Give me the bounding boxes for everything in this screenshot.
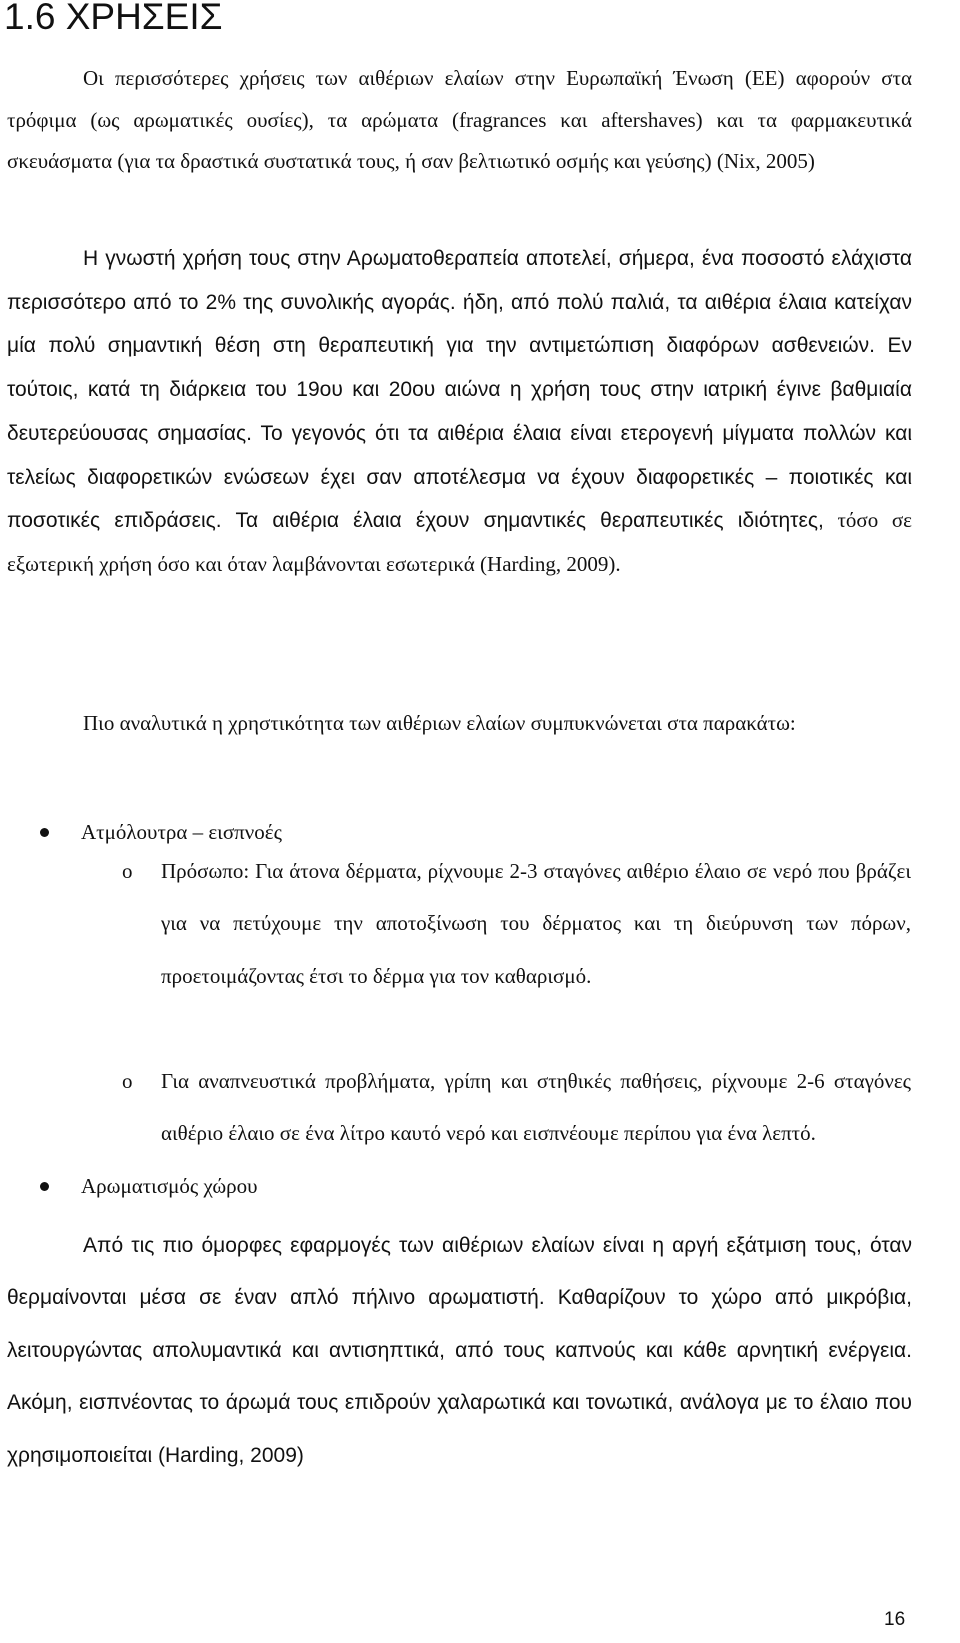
summary-intro-paragraph: Πιο αναλυτικά η χρηστικότητα των αιθέριων ελαίων συμπυκνώνεται στα παρακάτω:	[83, 711, 796, 735]
subitem-marker: o	[122, 1069, 133, 1093]
subitem-text: Πρόσωπο: Για άτονα δέρματα, ρίχνουμε 2-3 σταγόνες αιθέριο έλαιο σε νερό που βράζει για να πετύχουμε την αποτοξίνωση του δέρματος και τη διεύρυνση των πόρων, προετοιμάζοντας έτσι το δέρμα για τον καθαρισμό.	[161, 859, 911, 988]
bullet-dot-icon	[40, 828, 49, 837]
subitem-marker: o	[122, 859, 133, 883]
aromatherapy-text: Η γνωστή χρήση τους στην Αρωματοθεραπεία αποτελεί, σήμερα, ένα ποσοστό ελάχιστα περισσότερο από το 2% της συνολικής αγοράς. ήδη, από πολύ παλιά, τα αιθέρια έλαια κατείχαν μία πολύ σημαντική θέση στη θεραπευτική για την αντιμετώπιση διαφόρων ασθενειών. Εν τούτοις, κατά τη διάρκεια του 19ου και 20ου αιώνα η χρήση τους στην ιατρική έγινε βαθμιαία δευτερεύουσας σημασίας. Το γεγονός ότι τα αιθέρια έλαια είναι ετερογενή μίγματα πολλών και τελείως διαφορετικών ενώσεων έχει σαν αποτέλεσμα να έχουν διαφορετικές – ποιοτικές και ποσοτικές επιδράσεις. Τα αιθέρια έλαια έχουν σημαντικές θεραπευτικές ιδιότητες,	[7, 247, 912, 533]
bullet-label: Ατμόλουτρα – εισπνοές	[81, 820, 282, 844]
aromatherapy-paragraph	[7, 237, 912, 586]
room-aroma-paragraph: Από τις πιο όμορφες εφαρμογές των αιθέριων ελαίων είναι η αργή εξάτμιση τους, όταν θερμαίνονται μέσα σε έναν απλό πήλινο αρωματιστή. Καθαρίζουν το χώρο από μικρόβια, λειτουργώντας απολυμαντικά και αντισηπτικά, από τους καπνούς και κάθε αρνητική ενέργεια. Ακόμη, εισπνέοντας το άρωμά τους επιδρούν χαλαρωτικά και τονωτικά, ανάλογα με το έλαιο που χρησιμοποιείται (Harding, 2009)	[7, 1234, 912, 1467]
aromatherapy-text-serif: τόσο σε εξωτερική χρήση όσο και όταν λαμβάνονται εσωτερικά (Harding, 2009).	[7, 508, 912, 576]
intro-paragraph: Οι περισσότερες χρήσεις των αιθέριων ελαίων στην Ευρωπαϊκή Ένωση (ΕΕ) αφορούν στα τρόφιμα (ως αρωματικές ουσίες), τα αρώματα (fragrances και aftershaves) και τα φαρμακευτικά σκευάσματα (για τα δραστικά συστατικά τους, ή σαν βελτιωτικό οσμής και γεύσης) (Nix, 2005)	[7, 66, 912, 173]
page-number: 16	[884, 1609, 906, 1630]
bullet-dot-icon	[40, 1182, 49, 1191]
bullet-label: Αρωματισμός χώρου	[81, 1174, 258, 1198]
subitem-text: Για αναπνευστικά προβλήματα, γρίπη και στηθικές παθήσεις, ρίχνουμε 2-6 σταγόνες αιθέριο έλαιο σε ένα λίτρο καυτό νερό και εισπνέουμε περίπου για ένα λεπτό.	[161, 1069, 911, 1146]
section-heading: 1.6 ΧΡΗΣΕΙΣ	[4, 0, 223, 37]
